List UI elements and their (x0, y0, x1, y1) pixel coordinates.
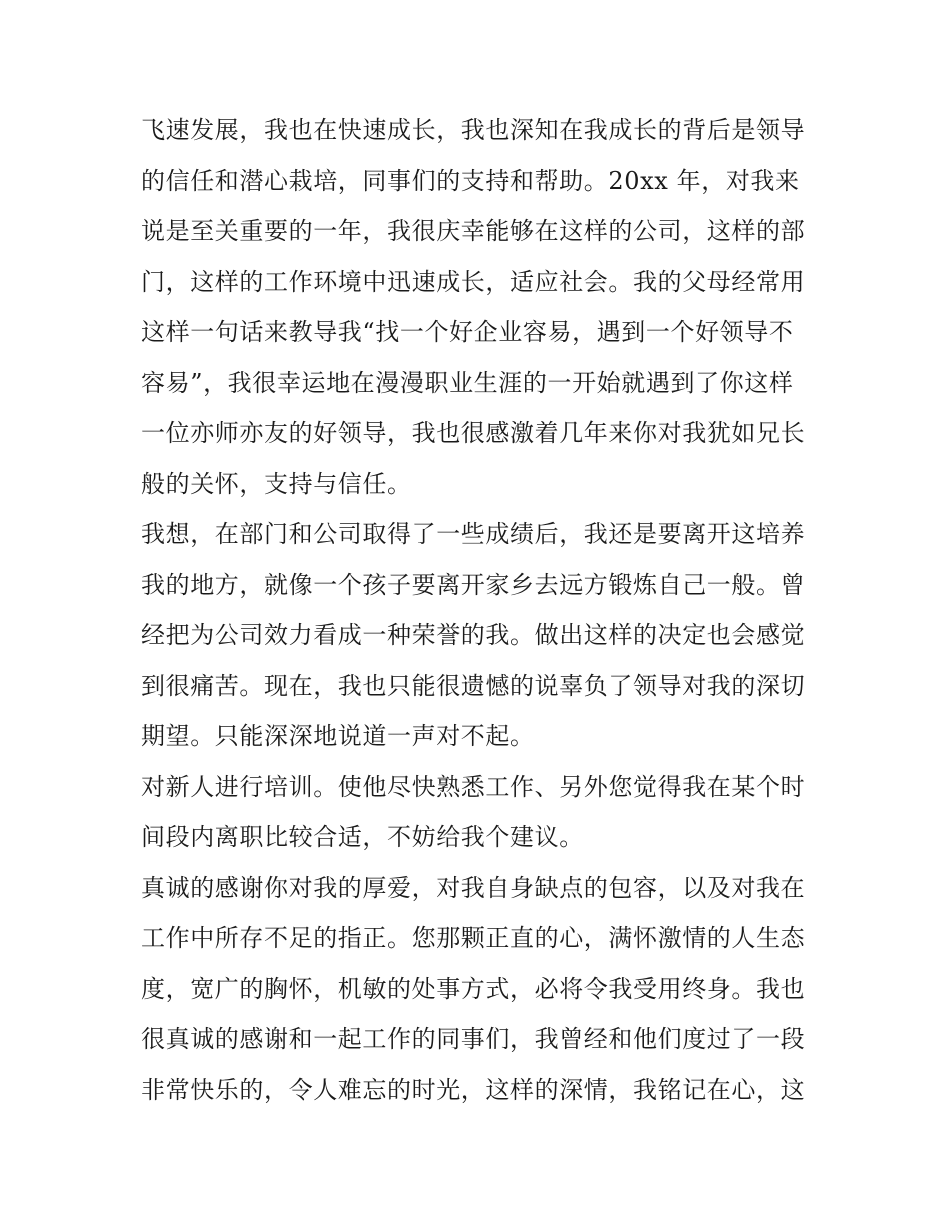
text-line: 说是至关重要的一年，我很庆幸能够在这样的公司，这样的部 (141, 217, 806, 245)
text-line: 这样一句话来教导我“找一个好企业容易，遇到一个好领导不 (141, 318, 794, 346)
document-body (141, 105, 821, 1115)
text-line: 我的地方，就像一个孩子要离开家乡去远方锻炼自己一般。曾 (141, 570, 806, 599)
text-line: 间段内离职比较合适，不妨给我个建议。 (141, 823, 584, 851)
text-line: 非常快乐的，令人难忘的时光，这样的深情，我铭记在心，这 (141, 1075, 806, 1104)
text-line: 我想，在部门和公司取得了一些成绩后，我还是要离开这培养 (141, 520, 806, 548)
text-line: 一位亦师亦友的好领导，我也很感激着几年来你对我犹如兄长 (141, 419, 806, 447)
text-line: 般的关怀，支持与信任。 (141, 469, 412, 498)
text-line: 工作中所存不足的指正。您那颗正直的心，满怀激情的人生态 (141, 924, 806, 952)
text-line: 真诚的感谢你对我的厚爱，对我自身缺点的包容，以及对我在 (141, 873, 806, 902)
text-line: 容易”，我很幸运地在漫漫职业生涯的一开始就遇到了你这样 (141, 368, 794, 397)
text-line: 飞速发展，我也在快速成长，我也深知在我成长的背后是领导 (141, 116, 806, 144)
text-line: 对新人进行培训。使他尽快熟悉工作、另外您觉得我在某个时 (141, 772, 806, 801)
text-line: 经把为公司效力看成一种荣誉的我。做出这样的决定也会感觉 (141, 621, 806, 649)
text-line: 度，宽广的胸怀，机敏的处事方式，必将令我受用终身。我也 (141, 974, 806, 1003)
text-line: 很真诚的感谢和一起工作的同事们，我曾经和他们度过了一段 (141, 1025, 806, 1053)
text-line: 的信任和潜心栽培，同事们的支持和帮助。20xx 年，对我来 (141, 166, 800, 195)
text-line: 期望。只能深深地说道一声对不起。 (141, 722, 535, 750)
text-line: 门，这样的工作环境中迅速成长，适应社会。我的父母经常用 (141, 267, 806, 296)
text-line: 到很痛苦。现在，我也只能很遗憾的说辜负了领导对我的深切 (141, 671, 806, 700)
